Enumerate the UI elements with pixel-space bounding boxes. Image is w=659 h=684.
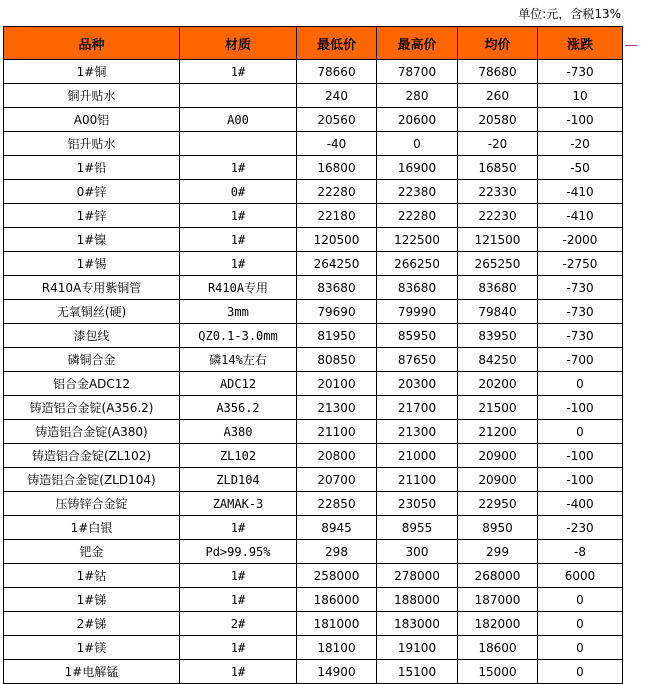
avg-price-cell: 265250 (458, 252, 538, 276)
variety-cell: 1#钴 (4, 564, 180, 588)
variety-cell: 1#铅 (4, 156, 180, 180)
avg-price-cell: 20200 (458, 372, 538, 396)
variety-cell: 铸造铝合金锭(ZL102) (4, 444, 180, 468)
change-cell: 10 (538, 84, 623, 108)
header-row (4, 27, 623, 60)
material-cell: QZ0.1-3.0mm (180, 324, 297, 348)
table-row (4, 132, 623, 156)
variety-cell: 铝升贴水 (4, 132, 180, 156)
table-row (4, 60, 623, 84)
material-cell: 1# (180, 636, 297, 660)
low-price-cell: 21300 (297, 396, 377, 420)
avg-price-cell: 20900 (458, 444, 538, 468)
avg-price-cell: 83950 (458, 324, 538, 348)
low-price-cell: 8945 (297, 516, 377, 540)
avg-price-cell: 20580 (458, 108, 538, 132)
low-price-cell: 298 (297, 540, 377, 564)
table-row (4, 660, 623, 684)
variety-cell: 铝合金ADC12 (4, 372, 180, 396)
low-price-cell: 186000 (297, 588, 377, 612)
low-price-cell: 78660 (297, 60, 377, 84)
variety-cell: 铸造铝合金锭(ZLD104) (4, 468, 180, 492)
change-cell: -100 (538, 444, 623, 468)
table-row (4, 204, 623, 228)
variety-cell: 无氧铜丝(硬) (4, 300, 180, 324)
material-cell (180, 132, 297, 156)
low-price-cell: 120500 (297, 228, 377, 252)
avg-price-cell: 22230 (458, 204, 538, 228)
change-cell: -700 (538, 348, 623, 372)
material-cell: 3mm (180, 300, 297, 324)
variety-cell: 漆包线 (4, 324, 180, 348)
table-row (4, 228, 623, 252)
high-price-cell: 79990 (377, 300, 458, 324)
material-cell: 1# (180, 588, 297, 612)
low-price-cell: 258000 (297, 564, 377, 588)
change-cell: -730 (538, 324, 623, 348)
material-cell: A380 (180, 420, 297, 444)
high-price-cell: 83680 (377, 276, 458, 300)
header-material: 材质 (180, 27, 297, 60)
avg-price-cell: 260 (458, 84, 538, 108)
change-cell: -100 (538, 396, 623, 420)
material-cell: 1# (180, 252, 297, 276)
variety-cell: 磷铜合金 (4, 348, 180, 372)
variety-cell: 1#锡 (4, 252, 180, 276)
high-price-cell: 278000 (377, 564, 458, 588)
low-price-cell: 83680 (297, 276, 377, 300)
material-cell: 1# (180, 60, 297, 84)
table-row (4, 564, 623, 588)
header-low-price: 最低价 (297, 27, 377, 60)
change-cell: -730 (538, 60, 623, 84)
avg-price-cell: 268000 (458, 564, 538, 588)
table-row (4, 324, 623, 348)
high-price-cell: 21300 (377, 420, 458, 444)
high-price-cell: 183000 (377, 612, 458, 636)
high-price-cell: 8955 (377, 516, 458, 540)
change-cell: 6000 (538, 564, 623, 588)
price-table (3, 26, 623, 684)
material-cell: R410A专用 (180, 276, 297, 300)
unit-note: 单位:元，含税13% (518, 7, 621, 21)
low-price-cell: 81950 (297, 324, 377, 348)
header-avg-price: 均价 (458, 27, 538, 60)
avg-price-cell: 8950 (458, 516, 538, 540)
material-cell: ZL102 (180, 444, 297, 468)
header-change: 涨跌 (538, 27, 623, 60)
variety-cell: 1#铜 (4, 60, 180, 84)
table-row (4, 156, 623, 180)
change-cell: 0 (538, 420, 623, 444)
high-price-cell: 122500 (377, 228, 458, 252)
high-price-cell: 85950 (377, 324, 458, 348)
table-row (4, 444, 623, 468)
low-price-cell: 80850 (297, 348, 377, 372)
low-price-cell: 240 (297, 84, 377, 108)
variety-cell: 1#镍 (4, 228, 180, 252)
change-cell: -2000 (538, 228, 623, 252)
high-price-cell: 21100 (377, 468, 458, 492)
table-row (4, 540, 623, 564)
change-cell: -2750 (538, 252, 623, 276)
high-price-cell: 20600 (377, 108, 458, 132)
variety-cell: 1#锌 (4, 204, 180, 228)
change-cell: -410 (538, 180, 623, 204)
change-cell: 0 (538, 372, 623, 396)
table-row (4, 108, 623, 132)
low-price-cell: -40 (297, 132, 377, 156)
high-price-cell: 0 (377, 132, 458, 156)
material-cell: 1# (180, 204, 297, 228)
variety-cell: 1#电解锰 (4, 660, 180, 684)
table-row (4, 468, 623, 492)
high-price-cell: 22280 (377, 204, 458, 228)
variety-cell: 铜升贴水 (4, 84, 180, 108)
avg-price-cell: 21200 (458, 420, 538, 444)
header-variety: 品种 (4, 27, 180, 60)
change-cell: -730 (538, 276, 623, 300)
material-cell: Pd>99.95% (180, 540, 297, 564)
table-row (4, 180, 623, 204)
avg-price-cell: 84250 (458, 348, 538, 372)
table-row (4, 636, 623, 660)
high-price-cell: 19100 (377, 636, 458, 660)
material-cell: ZLD104 (180, 468, 297, 492)
change-cell: -20 (538, 132, 623, 156)
high-price-cell: 23050 (377, 492, 458, 516)
change-cell: 0 (538, 612, 623, 636)
table-row (4, 84, 623, 108)
avg-price-cell: 21500 (458, 396, 538, 420)
table-row (4, 588, 623, 612)
material-cell: A00 (180, 108, 297, 132)
low-price-cell: 14900 (297, 660, 377, 684)
high-price-cell: 15100 (377, 660, 458, 684)
material-cell (180, 84, 297, 108)
avg-price-cell: 187000 (458, 588, 538, 612)
avg-price-cell: 182000 (458, 612, 538, 636)
avg-price-cell: 16850 (458, 156, 538, 180)
low-price-cell: 22180 (297, 204, 377, 228)
variety-cell: 0#锌 (4, 180, 180, 204)
change-cell: -400 (538, 492, 623, 516)
table-row (4, 276, 623, 300)
change-cell: -100 (538, 108, 623, 132)
avg-price-cell: 22330 (458, 180, 538, 204)
high-price-cell: 20300 (377, 372, 458, 396)
table-row (4, 516, 623, 540)
high-price-cell: 16900 (377, 156, 458, 180)
low-price-cell: 20100 (297, 372, 377, 396)
high-price-cell: 21700 (377, 396, 458, 420)
variety-cell: 铸造铝合金锭(A356.2) (4, 396, 180, 420)
high-price-cell: 22380 (377, 180, 458, 204)
change-cell: 0 (538, 588, 623, 612)
high-price-cell: 280 (377, 84, 458, 108)
low-price-cell: 21100 (297, 420, 377, 444)
high-price-cell: 87650 (377, 348, 458, 372)
avg-price-cell: 78680 (458, 60, 538, 84)
material-cell: 1# (180, 156, 297, 180)
change-cell: 0 (538, 660, 623, 684)
table-row (4, 396, 623, 420)
variety-cell: A00铝 (4, 108, 180, 132)
variety-cell: 2#锑 (4, 612, 180, 636)
table-row (4, 612, 623, 636)
variety-cell: 1#锑 (4, 588, 180, 612)
high-price-cell: 188000 (377, 588, 458, 612)
material-cell: 2# (180, 612, 297, 636)
header-high-price: 最高价 (377, 27, 458, 60)
avg-price-cell: 20900 (458, 468, 538, 492)
high-price-cell: 300 (377, 540, 458, 564)
variety-cell: 1#镁 (4, 636, 180, 660)
avg-price-cell: 15000 (458, 660, 538, 684)
table-row (4, 492, 623, 516)
material-cell: ADC12 (180, 372, 297, 396)
low-price-cell: 16800 (297, 156, 377, 180)
change-cell: -100 (538, 468, 623, 492)
low-price-cell: 181000 (297, 612, 377, 636)
table-row (4, 348, 623, 372)
material-cell: 1# (180, 228, 297, 252)
variety-cell: R410A专用紫铜管 (4, 276, 180, 300)
high-price-cell: 21000 (377, 444, 458, 468)
low-price-cell: 22850 (297, 492, 377, 516)
high-price-cell: 78700 (377, 60, 458, 84)
avg-price-cell: 22950 (458, 492, 538, 516)
low-price-cell: 79690 (297, 300, 377, 324)
side-marker-line (625, 45, 637, 46)
avg-price-cell: 83680 (458, 276, 538, 300)
material-cell: 1# (180, 516, 297, 540)
low-price-cell: 22280 (297, 180, 377, 204)
material-cell: ZAMAK-3 (180, 492, 297, 516)
change-cell: -8 (538, 540, 623, 564)
material-cell: 1# (180, 564, 297, 588)
table-row (4, 300, 623, 324)
change-cell: -730 (538, 300, 623, 324)
change-cell: -50 (538, 156, 623, 180)
variety-cell: 铸造铝合金锭(A380) (4, 420, 180, 444)
table-row (4, 252, 623, 276)
table-row (4, 372, 623, 396)
low-price-cell: 20700 (297, 468, 377, 492)
high-price-cell: 266250 (377, 252, 458, 276)
change-cell: 0 (538, 636, 623, 660)
variety-cell: 1#白银 (4, 516, 180, 540)
change-cell: -410 (538, 204, 623, 228)
material-cell: 磷14%左右 (180, 348, 297, 372)
low-price-cell: 20560 (297, 108, 377, 132)
variety-cell: 压铸锌合金锭 (4, 492, 180, 516)
avg-price-cell: 121500 (458, 228, 538, 252)
avg-price-cell: 18600 (458, 636, 538, 660)
material-cell: 1# (180, 660, 297, 684)
change-cell: -230 (538, 516, 623, 540)
avg-price-cell: 79840 (458, 300, 538, 324)
low-price-cell: 20800 (297, 444, 377, 468)
material-cell: A356.2 (180, 396, 297, 420)
low-price-cell: 264250 (297, 252, 377, 276)
avg-price-cell: 299 (458, 540, 538, 564)
table-row (4, 420, 623, 444)
material-cell: 0# (180, 180, 297, 204)
low-price-cell: 18100 (297, 636, 377, 660)
avg-price-cell: -20 (458, 132, 538, 156)
variety-cell: 钯金 (4, 540, 180, 564)
